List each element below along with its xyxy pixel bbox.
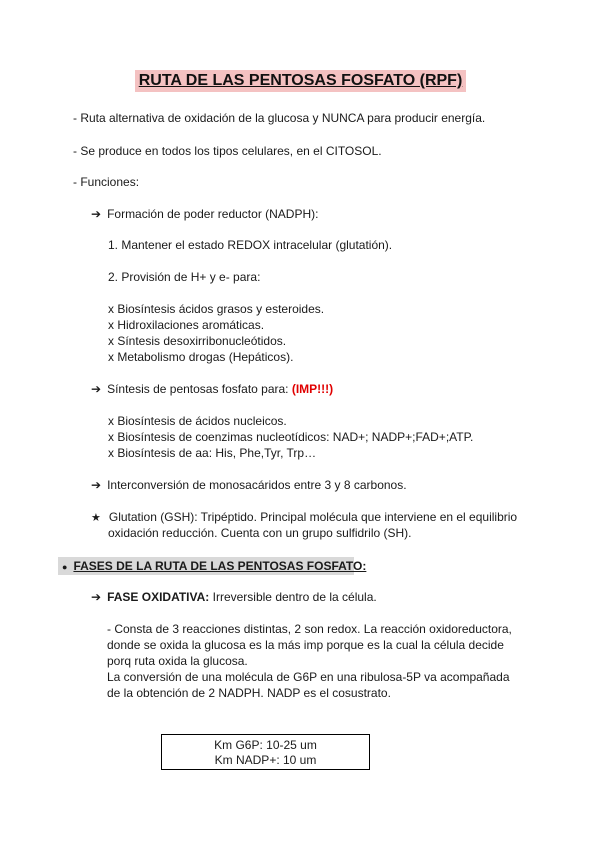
interconversion-line: ➔ Interconversión de monosacáridos entre 3 y 8 carbonos. [91,478,407,492]
paragraph-line: porq ruta oxida la glucosa. [107,654,248,668]
arrow-icon: ➔ [91,207,102,221]
list-item: x Biosíntesis de coenzimas nucleotídicos: NAD+; NADP+;FAD+;ATP. [108,430,474,444]
section-heading: ● FASES DE LA RUTA DE LAS PENTOSAS FOSFATO: [58,557,354,575]
paragraph-line: donde se oxida la glucosa es la más imp porque es la cual la célula decide [107,638,504,652]
km-g6p: Km G6P: 10-25 um [214,738,317,752]
reductor-item-1: 1. Mantener el estado REDOX intracelular (glutatión). [108,238,393,252]
paragraph-line: La conversión de una molécula de G6P en una ribulosa-5P va acompañada [107,670,510,684]
arrow-icon: ➔ [91,590,102,604]
list-item: x Metabolismo drogas (Hepáticos). [108,350,294,364]
paragraph-line: de la obtención de 2 NADPH. NADP es el cosustrato. [107,686,391,700]
intro-line-3: - Funciones: [73,175,140,189]
list-item: x Biosíntesis de aa: His, Phe,Tyr, Trp… [108,446,317,460]
list-item: x Síntesis desoxirribonucleótidos. [108,334,287,348]
glutation-line-1: ★ Glutation (GSH): Tripéptido. Principal molécula que interviene en el equilibrio [91,510,518,524]
intro-line-2: - Se produce en todos los tipos celulares, en el CITOSOL. [73,144,382,158]
bullet-icon: ● [62,562,68,572]
list-item: x Biosíntesis de ácidos nucleicos. [108,414,287,428]
km-nadp: Km NADP+: 10 um [214,753,317,767]
intro-line-1: - Ruta alternativa de oxidación de la glucosa y NUNCA para producir energía. [73,111,486,125]
list-item: x Biosíntesis ácidos grasos y esteroides. [108,302,325,316]
glutation-line-2: oxidación reducción. Cuenta con un grupo sulfidrilo (SH). [108,526,412,540]
page-title: RUTA DE LAS PENTOSAS FOSFATO (RPF) [135,70,466,92]
km-box [161,734,370,770]
paragraph-line: - Consta de 3 reacciones distintas, 2 son redox. La reacción oxidoreductora, [107,622,512,636]
arrow-icon: ➔ [91,478,102,492]
fase-oxidativa-heading: ➔ FASE OXIDATIVA: Irreversible dentro de la célula. [91,590,377,604]
star-icon: ★ [91,512,101,524]
arrow-icon: ➔ [91,382,102,396]
reductor-heading: ➔ Formación de poder reductor (NADPH): [91,207,319,221]
pentosas-heading: ➔ Síntesis de pentosas fosfato para: (IMP!!!) [91,382,334,396]
imp-highlight: (IMP!!!) [291,382,334,396]
list-item: x Hidroxilaciones aromáticas. [108,318,265,332]
reductor-item-2: 2. Provisión de H+ y e- para: [108,270,261,284]
